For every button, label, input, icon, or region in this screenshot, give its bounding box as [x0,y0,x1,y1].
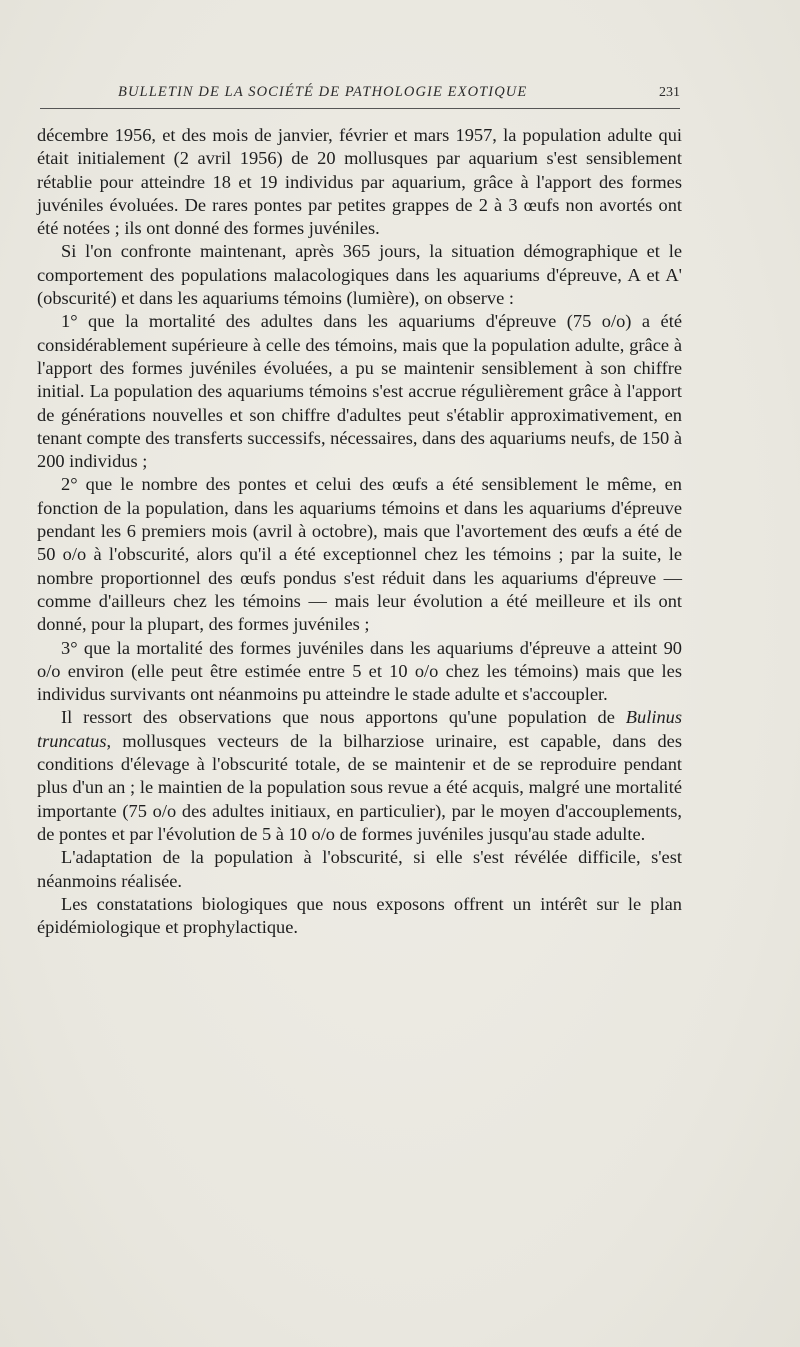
page-header [40,80,680,110]
paragraph-comparison-intro: Si l'on confronte maintenant, après 365 jours, la situation démographique et le comportement des populations malacologiques dans les aquariums d'épreuve, A et A' (obscurité) et dans les aquariums témoins (lumière), on observe : [37,241,682,309]
paragraph-observation-1: 1° que la mortalité des adultes dans les aquariums d'épreuve (75 o/o) a été considérablement supérieure à celle des témoins, mais que la population adulte, grâce à l'apport des formes juvéniles évoluées, a pu se maintenir sensiblement à son chiffre initial. La population des aquariums témoins s'est accrue régulièrement grâce à l'apport de générations nouvelles et son chiffre d'adultes peut s'établir approximativement, en tenant compte des transferts successifs, nécessaires, dans des aquariums neufs, de 150 à 200 individus ; [37,311,683,472]
conclusion-text-end: , mollusques vecteurs de la bilharziose urinaire, est capable, dans des conditions d'élevage à l'obscurité totale, de se maintenir et de se reproduire pendant plus d'un an ; le maintien de la population sous revue a été acquis, malgré une mortalité importante (75 o/o des adultes initiaux, en particulier), par le moyen d'accouplements, de pontes et par l'évolution de 5 à 10 o/o de formes juvéniles jusqu'au stade adulte. [37,730,682,844]
conclusion-text-start: Il ressort des observations que nous apportons qu'une population de [61,707,626,728]
page-number: 231 [659,85,680,100]
paragraph-continuation: décembre 1956, et des mois de janvier, février et mars 1957, la population adulte qui était initialement (2 avril 1956) de 20 mollusques par aquarium s'est sensiblement rétablie pour atteindre 18 et 19 individus par aquarium, grâce à l'apport des formes juvéniles évoluées. De rares pontes par petites grappes de 2 à 3 œufs non avortés ont été notées ; ils ont donné des formes juvéniles. [37,125,682,239]
paragraph-observation-2: 2° que le nombre des pontes et celui des œufs a été sensiblement le même, en fonction de la population, dans les aquariums témoins et dans les aquariums d'épreuve pendant les 6 premiers mois (avril à octobre), mais que l'avortement des œufs a été de 50 o/o à l'obscurité, alors qu'il a été exceptionnel chez les témoins ; par la suite, le nombre proportionnel des œufs pondus s'est réduit dans les aquariums d'épreuve — comme d'ailleurs chez les témoins — mais leur évolution a été meilleure et ils ont donné, pour la plupart, des formes juvéniles ; [37,474,682,635]
paragraph-conclusion [37,706,682,846]
header-rule [40,108,680,109]
article-body [37,124,682,939]
paragraph-adaptation: L'adaptation de la population à l'obscurité, si elle s'est révélée difficile, s'est néanmoins réalisée. [37,847,682,891]
paragraph-observation-3: 3° que la mortalité des formes juvéniles dans les aquariums d'épreuve a atteint 90 o/o environ (elle peut être estimée entre 5 et 10 o/o chez les témoins) mais que les individus survivants ont néanmoins pu atteindre le stade adulte et s'accoupler. [37,637,682,705]
running-head: BULLETIN DE LA SOCIÉTÉ DE PATHOLOGIE EXOTIQUE [118,84,528,100]
paragraph-final: Les constatations biologiques que nous exposons offrent un intérêt sur le plan épidémiologique et prophylactique. [37,893,682,938]
species-name: Bulinus truncatus [37,707,682,751]
